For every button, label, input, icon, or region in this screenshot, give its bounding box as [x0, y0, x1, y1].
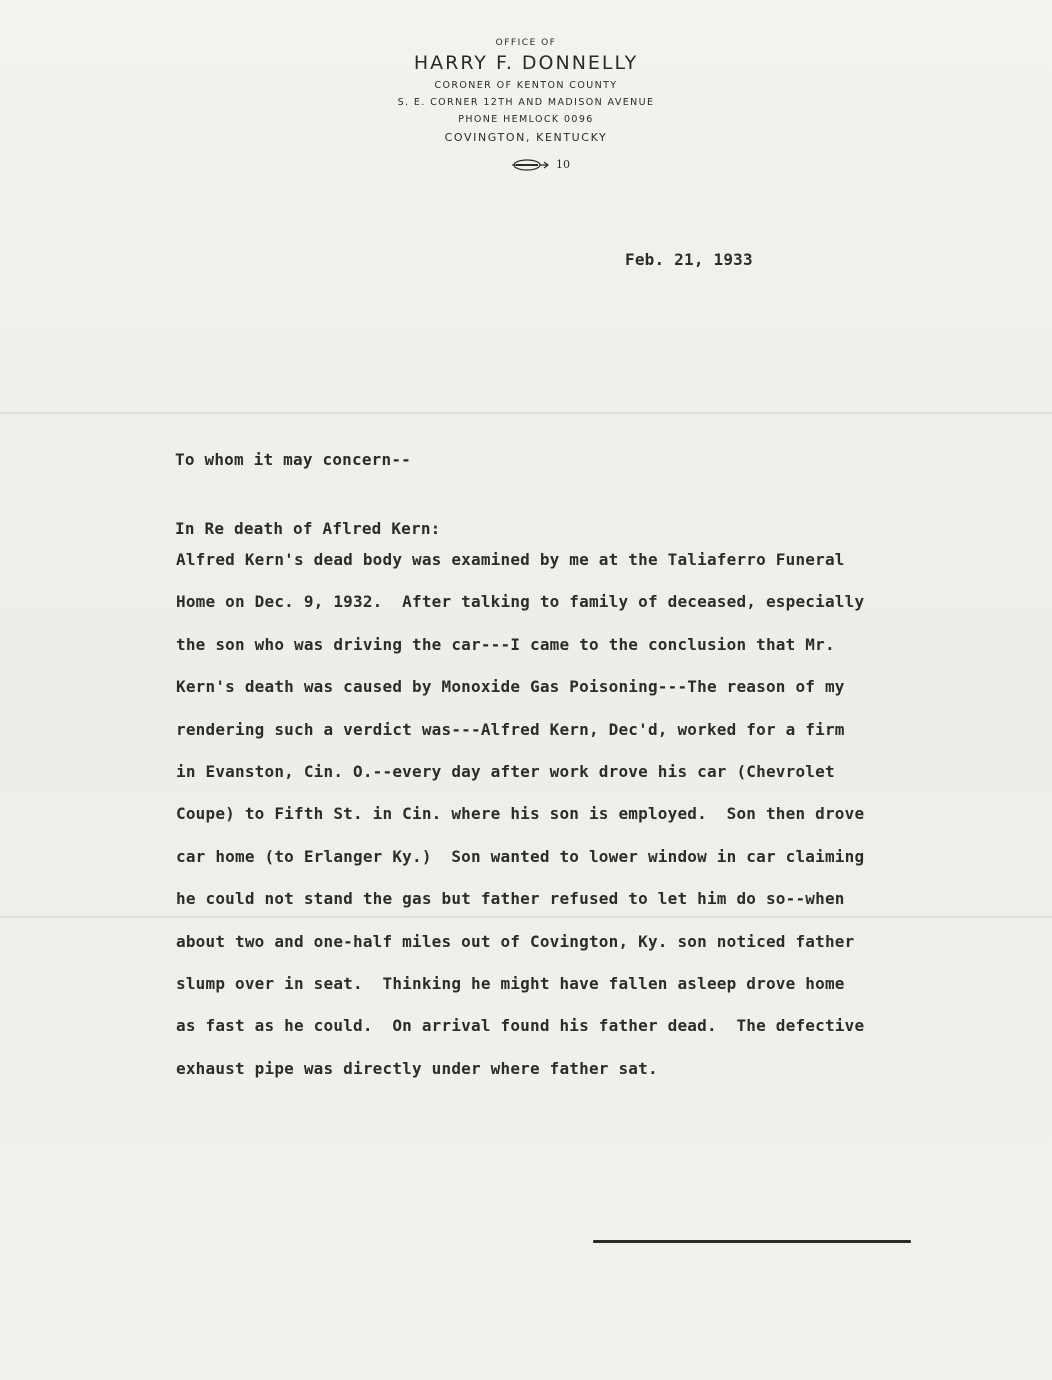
body-line: Home on Dec. 9, 1932. After talking to family of deceased, especially: [176, 592, 865, 612]
letterhead-address: S. E. CORNER 12TH AND MADISON AVENUE: [397, 97, 655, 108]
paper-fold: [0, 412, 1052, 414]
body-line: in Evanston, Cin. O.--every day after work drove his car (Chevrolet: [176, 761, 835, 781]
body-line: the son who was driving the car---I came to the conclusion that Mr.: [176, 634, 835, 654]
letterhead-office-of: OFFICE OF: [495, 38, 557, 48]
body-line: Alfred Kern's dead body was examined by me at the Taliaferro Funeral: [176, 550, 845, 569]
signature-line: [593, 1240, 911, 1243]
body-line: Kern's death was caused by Monoxide Gas Poisoning---The reason of my: [176, 677, 845, 697]
body-line: rendering such a verdict was---Alfred Kern, Dec'd, worked for a firm: [176, 719, 845, 739]
salutation-line: To whom it may concern--: [175, 450, 411, 469]
letterhead: [0, 38, 1052, 144]
letter-body: [176, 550, 936, 1101]
union-label-icon: [510, 159, 550, 171]
union-label-number: 10: [556, 158, 570, 171]
union-label: [510, 158, 570, 171]
body-line: Coupe) to Fifth St. in Cin. where his son is employed. Son then drove: [176, 804, 865, 824]
letterhead-name: HARRY F. DONNELLY: [413, 52, 639, 74]
letterhead-phone: PHONE HEMLOCK 0096: [458, 114, 594, 125]
body-line: as fast as he could. On arrival found his father dead. The defective: [176, 1016, 865, 1036]
salutation-line: In Re death of Aflred Kern:: [175, 519, 441, 538]
body-line: he could not stand the gas but father refused to let him do so--when: [176, 889, 845, 909]
letterhead-title: CORONER OF KENTON COUNTY: [434, 80, 618, 91]
letter-date: Feb. 21, 1933: [625, 250, 753, 269]
body-line: slump over in seat. Thinking he might have fallen asleep drove home: [176, 973, 845, 993]
letterhead-city: COVINGTON, KENTUCKY: [444, 131, 608, 144]
body-line: car home (to Erlanger Ky.) Son wanted to lower window in car claiming: [176, 846, 865, 866]
body-line: about two and one-half miles out of Covington, Ky. son noticed father: [176, 931, 855, 951]
body-line: exhaust pipe was directly under where father sat.: [176, 1058, 658, 1078]
